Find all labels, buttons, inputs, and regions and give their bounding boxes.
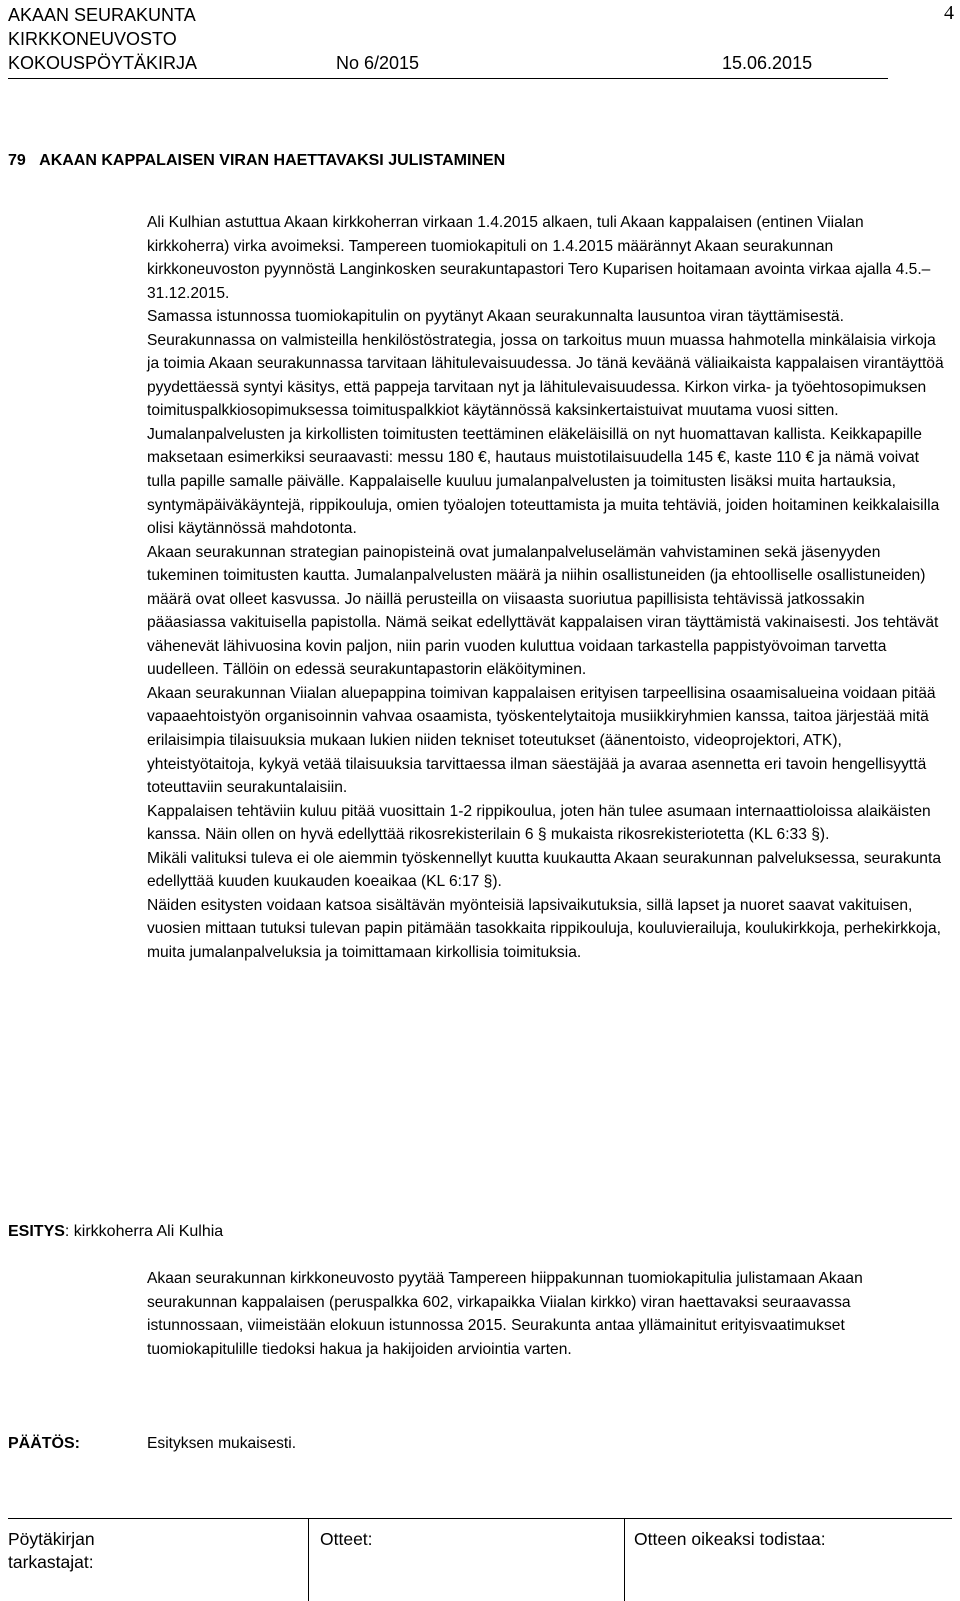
extract-certified-label: Otteen oikeaksi todistaa:: [634, 1529, 826, 1549]
proposal-label-bold: ESITYS: [8, 1223, 65, 1240]
doc-number: No 6/2015: [336, 53, 420, 73]
paragraph: Seurakunnassa on valmisteilla henkilöstöstrategia, jossa on tarkoitus muun muassa hahmotella minkälaisia virkoja ja toimia Akaan seurakunnassa tarvitaan lähitulevaisuudessa. Jo tänä keväänä väliaikaista kappalaisen virantäyttöä pyydettäessä syntyi käsitys, että pappeja tarvitaan nyt ja lähitulevaisuudessa. Kirkon virka- ja työehtosopimuksen toimituspalkkiosopimuksessa toimituspalkkiot käytännössä kaksinkertaistuivat muutama vuosi sitten. Jumalanpalvelusten ja kirkollisten toimitusten teettäminen eläkeläisillä on nyt huomattavan kallista. Keikkapapille maksetaan esimerkiksi seuraavasti: messu 180 €, hautaus muistotilaisuudella 145 €, kaste 110 € ja nämä voivat tulla papille samalle päivälle. Kappalaiselle kuuluu jumalanpalvelusten ja toimitusten lisäksi muita hartauksia, syntymäpäiväkäyntejä, rippikouluja, omien työalojen toteuttamista ja muita tehtäviä, joiden hoitaminen keikkalaisilla olisi käytännössä mahdotonta.: [147, 331, 944, 538]
paragraph: Akaan seurakunnan Viialan aluepappina toimivan kappalaisen erityisen tarpeellisina osaamisalueina voidaan pitää vapaaehtoistyön organisoinnin vahvaa osaamista, työskentelytaitoja musiikkiryhmien kanssa, taitoa järjestää mitä erilaisimpia tilaisuuksia mukaan lukien niiden tekniset toteutukset (äänentoisto, videoprojektori, ATK), yhteistyötaitoja, kykyä vetää tilaisuuksia tarvittaessa ilman säestäjää ja avaraa asennetta eri tavoin hengellisyyttä toteuttaviin seurakuntalaisiin.: [147, 684, 936, 797]
paragraph: Näiden esitysten voidaan katsoa sisältävän myönteisiä lapsivaikutuksia, sillä lapset ja nuoret saavat vakituisen, vuosien mittaan tutuksi tulevan papin pitämään tasokkaita rippikouluja, kouluvierailuja, koulukirkkoja, perhekirkkoja, muita jumalanpalveluksia ja toimittamaan kirkollisia toimituksia.: [147, 896, 941, 961]
paragraph: Ali Kulhian astuttua Akaan kirkkoherran virkaan 1.4.2015 alkaen, tuli Akaan kappalaisen (entinen Viialan kirkkoherra) virka avoimeksi. Tampereen tuomiokapituli on 1.4.2015 määrännyt Akaan seurakunnan kirkkoneuvoston pyynnöstä Langinkosken seurakuntapastori Tero Kuparisen hoitamaan avointa virkaa ajalla 4.5.–31.12.2015.: [147, 214, 931, 302]
footer-separator: [624, 1518, 625, 1601]
paragraph: Akaan seurakunnan kirkkoneuvosto pyytää Tampereen hiippakunnan tuomiokapitulia julistamaan Akaan seurakunnan kappalaisen (peruspalkka 602, virkapaikka Viialan kirkko) viran haettavaksi seuraavassa istunnossaan, viimeistään elokuun istunnossa 2015. Seurakunta antaa yllämainitut erityisvaatimukset tuomiokapitulille tiedoksi hakua ja hakijoiden arviointia varten.: [147, 1270, 863, 1358]
proposal-text: [147, 1267, 947, 1361]
doc-date: 15.06.2015: [722, 53, 813, 73]
org-name: AKAAN SEURAKUNTA: [8, 5, 196, 25]
paragraph: Mikäli valituksi tuleva ei ole aiemmin työskennellyt kuutta kuukautta Akaan seurakunnan palveluksessa, seurakunta edellyttää kuuden kuukauden koeaikaa (KL 6:17 §).: [147, 849, 941, 891]
org-body: KIRKKONEUVOSTO: [8, 29, 177, 49]
proposal-label: [8, 1222, 223, 1242]
section-number: 79: [8, 152, 26, 169]
decision-text: [147, 1432, 947, 1456]
minutes-checkers-label: Pöytäkirjan tarkastajat:: [8, 1529, 95, 1572]
proposal-presenter: : kirkkoherra Ali Kulhia: [64, 1223, 224, 1240]
extracts-label: Otteet:: [320, 1529, 373, 1549]
footer-divider: [8, 1518, 952, 1519]
case-description: [147, 211, 947, 965]
section-title: AKAAN KAPPALAISEN VIRAN HAETTAVAKSI JULISTAMINEN: [39, 152, 506, 169]
paragraph: Esityksen mukaisesti.: [147, 1435, 297, 1452]
footer-separator: [308, 1518, 309, 1601]
header-divider: [8, 78, 888, 79]
section-heading: [8, 151, 505, 171]
paragraph: Akaan seurakunnan strategian painopisteinä ovat jumalanpalveluselämän vahvistaminen sekä jäsenyyden tukeminen toimitusten kautta. Jumalanpalvelusten määrä ja niihin osallistuneiden (ja ehtoolliselle osallistuneiden) määrä ovat olleet kasvussa. Jo näillä perusteilla on viisaasta suoriutua papillisista tehtävissä jatkossakin pääasiassa vakituisella papistolla. Nämä seikat edellyttävät kappalaisen viran täyttämistä vakinaisesti. Jos tehtävät vähenevät lähivuosina kovin paljon, niin parin vuoden kuluttua voidaan tarkastella pappistyövoiman tarvetta uudelleen. Tällöin on edessä seurakuntapastorin eläköityminen.: [147, 543, 939, 679]
paragraph: Samassa istunnossa tuomiokapitulin on pyytänyt Akaan seurakunnalta lausuntoa viran täyttämisestä.: [147, 308, 844, 326]
paragraph: Kappalaisen tehtäviin kuluu pitää vuosittain 1-2 rippikoulua, joten hän tulee asumaan internaattioloissa alaikäisten kanssa. Näin ollen on hyvä edellyttää rikosrekisterilain 6 § mukaista rikosrekisteriotetta (KL 6:33 §).: [147, 802, 931, 844]
doc-type: KOKOUSPÖYTÄKIRJA: [8, 53, 198, 73]
page-number: 4: [944, 2, 954, 24]
decision-label: PÄÄTÖS:: [8, 1435, 80, 1452]
